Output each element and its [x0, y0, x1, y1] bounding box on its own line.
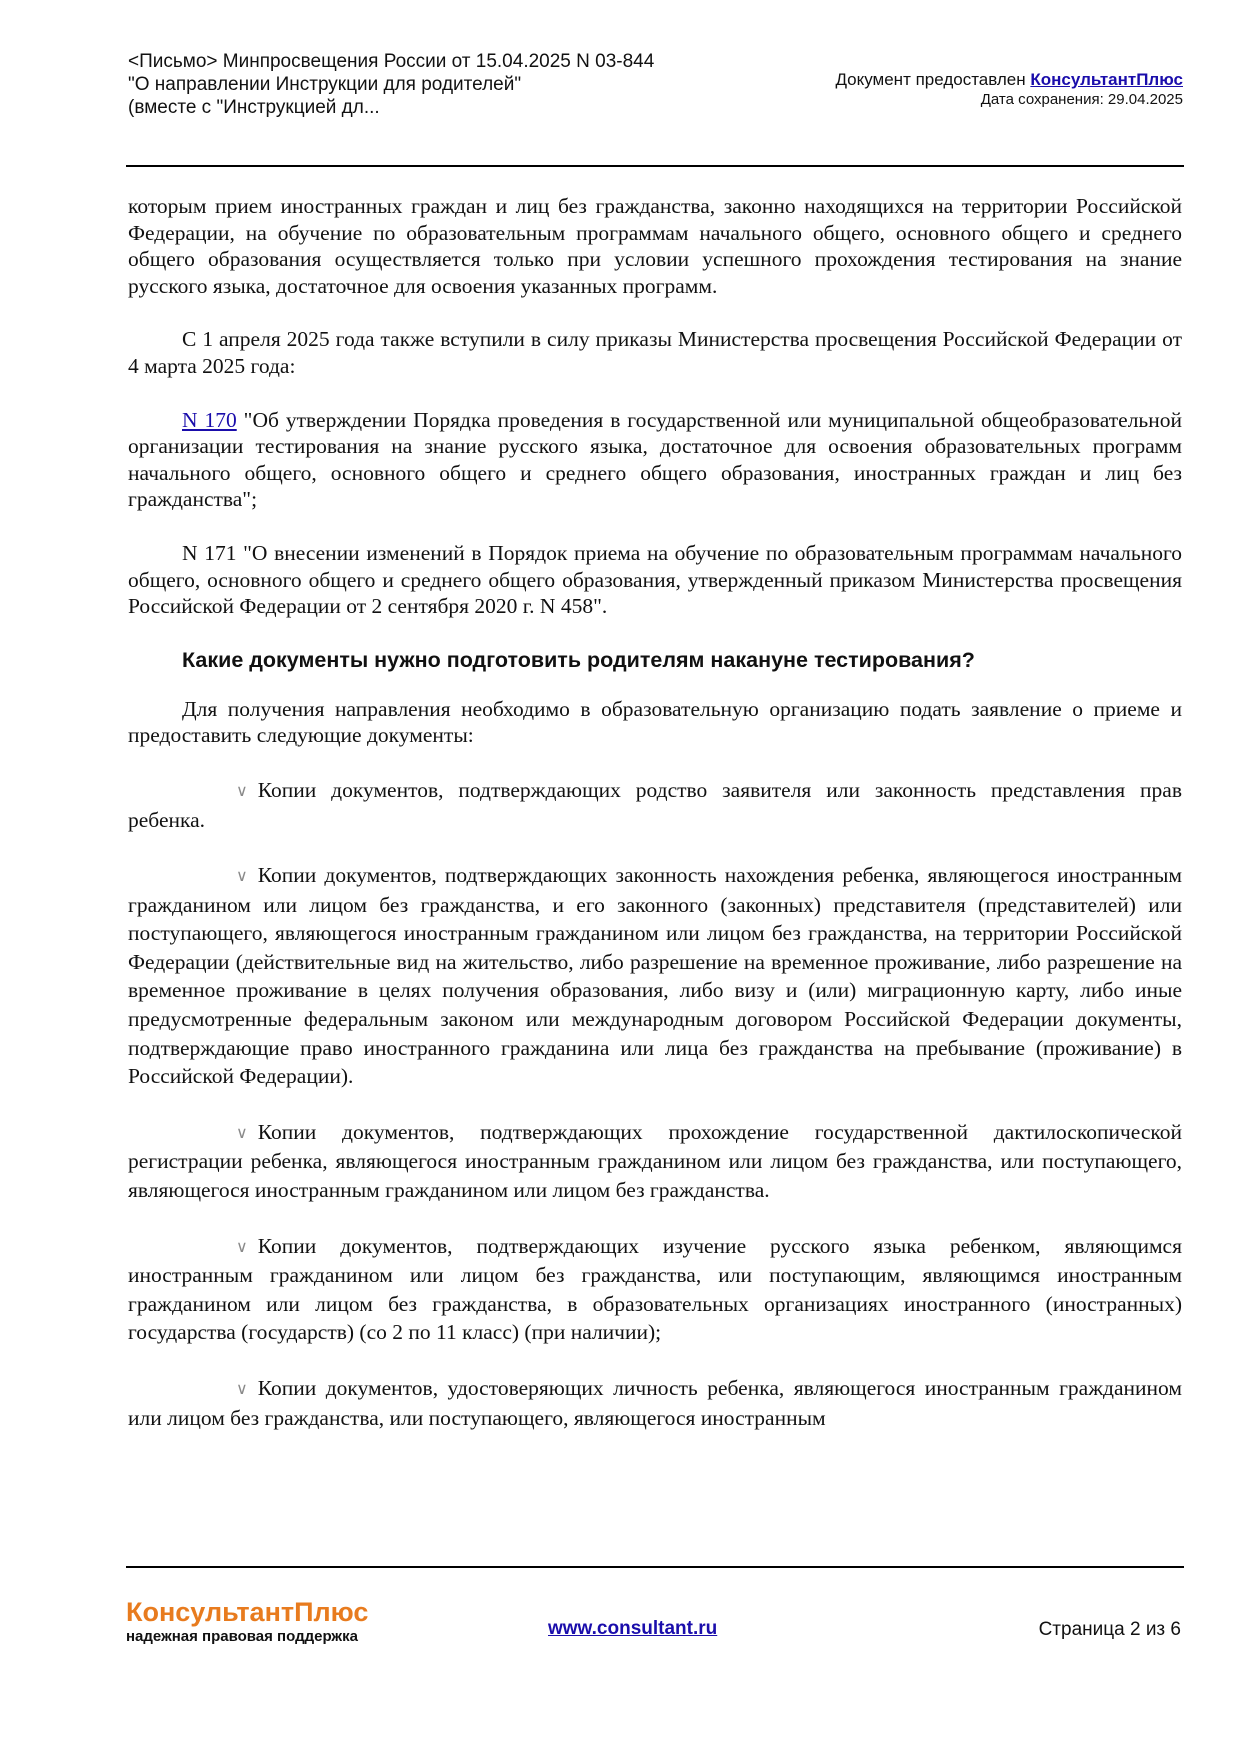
document-list [128, 776, 1182, 1432]
list-item-text: Копии документов, подтверждающих законность нахождения ребенка, являющегося иностранным гражданином или лицом без гражданства, и его законного (законных) представителя (представителей) или поступающего, являющегося иностранным гражданином или лицом без гражданства, на территории Российской Федерации (действительные вид на жительство, либо разрешение на временное проживание, либо разрешение на временное проживание в целях получения образования, либо визу и (или) миграционную карту, либо иные предусмотренные федеральным законом или международным договором Российской Федерации документы, подтверждающие право иностранного гражданина или лица без гражданства на пребывание (проживание) в Российской Федерации). [128, 863, 1182, 1089]
document-body [128, 193, 1182, 1432]
document-title-line: <Письмо> Минпросвещения России от 15.04.2025 N 03-844 [128, 51, 655, 72]
saved-date: Дата сохранения: 29.04.2025 [980, 91, 1183, 108]
paragraph: которым прием иностранных граждан и лиц без гражданства, законно находящихся на территории Российской Федерации, на обучение по образовательным программам начального общего, основного общего и среднего общего образования осуществляется только при условии успешного прохождения тестирования на знание русского языка, достаточное для освоения указанных программ. [128, 194, 1182, 298]
footer-website-link[interactable]: www.consultant.ru [548, 1618, 718, 1639]
document-title [128, 50, 748, 119]
order-170-link[interactable]: N 170 [182, 407, 237, 432]
paragraph-order-171: N 171 "О внесении изменений в Порядок приема на обучение по образовательным программам начального общего, основного общего и среднего общего образования, утвержденный приказом Министерства просвещения Российской Федерации от 2 сентября 2020 г. N 458". [128, 540, 1182, 619]
footer-divider [126, 1566, 1184, 1568]
paragraph: С 1 апреля 2025 года также вступили в силу приказы Министерства просвещения Российской Федерации от 4 марта 2025 года: [128, 327, 1182, 378]
footer-brand [126, 1597, 368, 1647]
checkmark-icon: ∨ [236, 866, 248, 886]
document-title-line: "О направлении Инструкции для родителей" [128, 74, 522, 95]
page-number: Страница 2 из 6 [1038, 1619, 1181, 1640]
list-item [128, 861, 1182, 1091]
footer-logo: КонсультантПлюс [126, 1597, 369, 1627]
list-item [128, 1374, 1182, 1432]
paragraph: Для получения направления необходимо в образовательную организацию подать заявление о приеме и предоставить следующие документы: [128, 696, 1182, 748]
checkmark-icon: ∨ [236, 780, 248, 800]
provider-line [835, 70, 1183, 90]
section-heading: Какие документы нужно подготовить родителям накануне тестирования? [182, 647, 975, 672]
list-item-text: Копии документов, удостоверяющих личность ребенка, являющегося иностранным гражданином или лицом без гражданства, или поступающего, являющегося иностранным [128, 1376, 1182, 1430]
provider-brand-link[interactable]: КонсультантПлюс [1030, 70, 1183, 89]
provider-prefix: Документ предоставлен [835, 70, 1031, 89]
checkmark-icon: ∨ [236, 1379, 248, 1398]
list-item-text: Копии документов, подтверждающих родство заявителя или законность представления прав ребенка. [128, 777, 1182, 832]
list-item-text: Копии документов, подтверждающих прохождение государственной дактилоскопической регистрации ребенка, являющегося иностранным гражданином или лицом без гражданства, или поступающего, являющегося иностранным гражданином или лицом без гражданства. [128, 1119, 1182, 1203]
checkmark-icon: ∨ [236, 1122, 248, 1142]
provider-info [835, 70, 1183, 109]
order-170-text: "Об утверждении Порядка проведения в государственной или муниципальной общеобразовательной организации тестирования на знание русского языка, достаточное для освоения образовательных программ начального общего, основного общего и среднего общего образования, иностранных граждан и лиц без гражданства"; [128, 407, 1183, 512]
paragraph-order-170 [128, 407, 1182, 513]
header-divider [126, 165, 1184, 167]
list-item [128, 1232, 1182, 1347]
footer-tagline: надежная правовая поддержка [126, 1628, 358, 1645]
checkmark-icon: ∨ [236, 1236, 248, 1256]
list-item-text: Копии документов, подтверждающих изучение русского языка ребенком, являющимся иностранным гражданином или лицом без гражданства, или поступающим, являющимся иностранным гражданином или лицом без гражданства, в образовательных организациях иностранного (иностранных) государства (государств) (со 2 по 11 класс) (при наличии); [128, 1233, 1182, 1345]
list-item [128, 1118, 1182, 1205]
document-title-line: (вместе с "Инструкцией дл... [128, 97, 380, 118]
list-item [128, 776, 1182, 834]
